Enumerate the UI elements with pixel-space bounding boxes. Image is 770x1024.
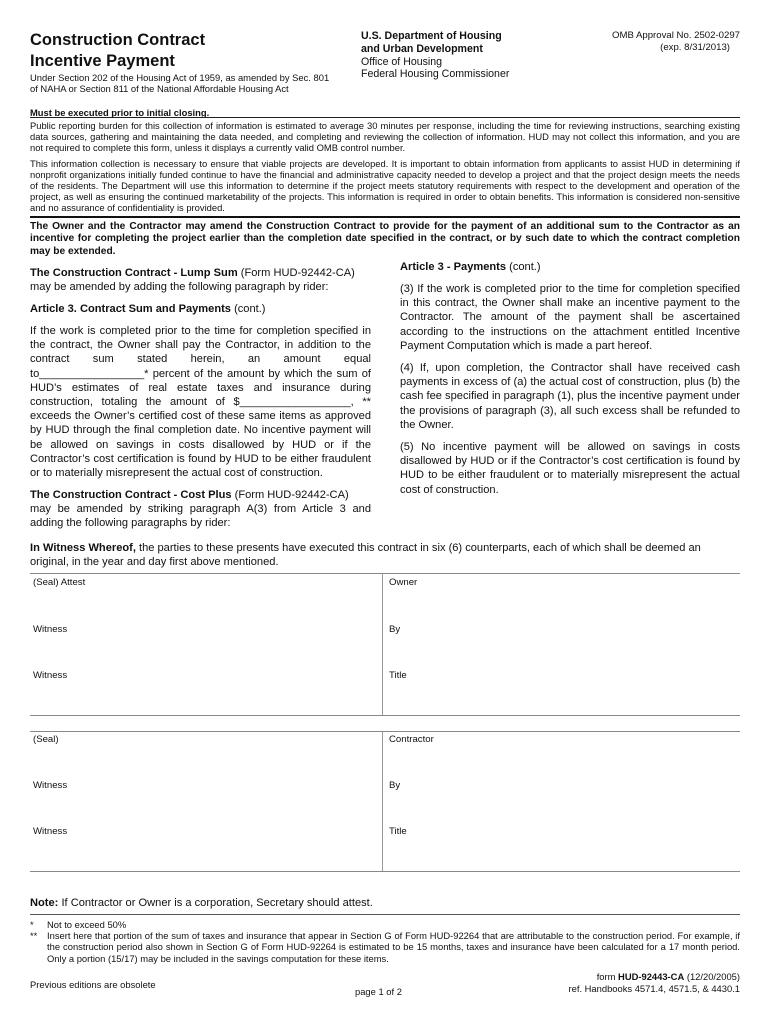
article3-payments-heading: Article 3 - Payments — [400, 261, 507, 273]
footnote-2-text: Insert here that portion of the sum of taxes and insurance that appear in Section G of Form HUD-92264 that are attributable to the construction period. For example, if the construction period also shown in Section G of Form HUD-92264 is estimated to be 15 months, taxes and insurance have been calculated for a 17 month period. Only a portion (15/17) may be included in the savings computation for these items. — [47, 930, 740, 964]
contractor-top-line — [30, 731, 740, 732]
footnote-1-text: Not to exceed 50% — [47, 919, 127, 930]
paragraph-3: (3) If the work is completed prior to the time for completion specified in this contract, the Owner shall make an incentive payment to the Contractor. The amount of the payment shall be ascertained according to the instructions on the attachment entitled Incentive Payment Computation which is made a part hereof. — [400, 283, 740, 352]
signature-divider-owner — [382, 573, 383, 715]
paragraph-5: (5) No incentive payment will be allowed on savings in costs disallowed by HUD or if the Contractor’s cost certification is found by HUD to be either fraudulent or to materially misrepresent the actual cost of construction. — [400, 441, 740, 496]
omb-number: OMB Approval No. 2502-0297 — [612, 30, 740, 41]
owner-by-field[interactable]: By — [389, 624, 401, 635]
agency-line-2: and Urban Development — [361, 42, 483, 55]
agency-line-3: Office of Housing — [361, 55, 443, 68]
contractor-seal-field[interactable]: (Seal) — [33, 734, 59, 745]
form-reference — [470, 971, 740, 994]
article3-payments-cont: (cont.) — [506, 261, 541, 273]
agency-block — [361, 30, 581, 81]
corporation-note — [30, 896, 740, 910]
cost-plus-form: (Form HUD-92442-CA) — [231, 489, 349, 501]
witness-lead: In Witness Whereof, — [30, 542, 136, 554]
signature-top-line — [30, 573, 740, 574]
owner-title-field[interactable]: Title — [389, 670, 407, 681]
signature-mid-line — [30, 715, 740, 716]
must-execute-note: Must be executed prior to initial closing. — [30, 107, 210, 118]
footnote-1-mark: * — [30, 919, 34, 930]
witness-text: the parties to these presents have executed this contract in six (6) counterparts, each of which shall be deemed an original, in the year and day first above mentioned. — [30, 542, 701, 569]
title-line-2: Incentive Payment — [30, 52, 175, 70]
owner-field[interactable]: Owner — [389, 577, 418, 588]
form-date: (12/20/2005) — [684, 971, 740, 982]
form-number: HUD-92443-CA — [618, 971, 685, 982]
footnote-divider — [30, 914, 740, 915]
section-divider — [30, 216, 740, 218]
owner-witness-1-field[interactable]: Witness — [33, 624, 68, 635]
note-label: Note: — [30, 897, 59, 909]
agency-line-1: U.S. Department of Housing — [361, 30, 502, 42]
article3-cont: (cont.) — [230, 303, 266, 315]
seal-attest-field[interactable]: (Seal) Attest — [33, 577, 86, 588]
witness-clause — [30, 541, 740, 569]
lump-sum-heading: The Construction Contract - Lump Sum — [30, 267, 238, 279]
contractor-field[interactable]: Contractor — [389, 734, 434, 745]
cost-plus-section — [30, 488, 371, 531]
contractor-by-field[interactable]: By — [389, 780, 401, 791]
signature-bottom-line — [30, 871, 740, 872]
article3-heading-right — [400, 260, 740, 274]
handbook-reference: ref. Handbooks 4571.4, 4571.5, & 4430.1 — [568, 982, 740, 994]
omb-approval — [580, 30, 740, 54]
previous-editions-note: Previous editions are obsolete — [30, 979, 156, 990]
note-text: If Contractor or Owner is a corporation, Secretary should attest. — [58, 897, 373, 909]
signature-divider-contractor — [382, 731, 383, 871]
footnote-2-mark: ** — [30, 930, 38, 941]
form-title — [30, 30, 330, 72]
paragraph-4: (4) If, upon completion, the Contractor shall have received cash payments in excess of (a) the actual cost of construction, plus (b) the cash fee specified in paragraph (1), plus the incentive payment under the provisions of paragraph (3), all such excess shall be refunded to the Owner. — [400, 362, 740, 431]
omb-expiration: (exp. 8/31/2013) — [660, 42, 730, 53]
authority-text: Under Section 202 of the Housing Act of 1959, as amended by Sec. 801 of NAHA or Section 811 of the National Affordable Housing Act — [30, 72, 330, 94]
cost-plus-text: may be amended by striking paragraph A(3) from Article 3 and adding the following paragraphs by rider: — [30, 503, 371, 530]
article3-text-left: If the work is completed prior to the time for completion specified in the contract, the Owner shall pay the Contractor, in addition to the contract sum stated herein, an amount equal to_________________* percent of the amount by which the sum of HUD’s estimates of real estate taxes and insurance during construction, totaling the amount of $__________________, ** exceeds the Owner’s certified cost of these same items as approved by HUD through the final completion date. No incentive payment will be allowed on savings in costs disallowed by HUD or if the Contractor’s cost certification is found by HUD to be either fraudulent or to materially misrepresent the actual cost of construction. — [30, 325, 371, 480]
burden-statement: Public reporting burden for this collection of information is estimated to average 30 minutes per response, including the time for reviewing instructions, searching existing data sources, gathering and maintaining the data needed, and completing and reviewing the collection of information. HUD may not collect this information, and you are not required to complete this form, unless it displays a currently valid OMB control number. — [30, 120, 740, 153]
header-divider — [30, 117, 740, 118]
contractor-witness-1-field[interactable]: Witness — [33, 780, 68, 791]
agency-line-4: Federal Housing Commissioner — [361, 68, 510, 81]
intro-paragraph: The Owner and the Contractor may amend the Construction Contract to provide for the payment of an additional sum to the Contractor as an incentive for completing the project earlier than the completion date specified in the contract, or by such date to which the contract completion may be extended. — [30, 221, 740, 257]
lump-sum-section — [30, 266, 371, 294]
purpose-statement: This information collection is necessary to ensure that viable projects are developed. It is important to obtain information from applicants to assist HUD in determining if nonprofit organizations initially funded continue to have the financial and administrative capacity needed to develop a project and that the project design meets the needs of the residents. The Department will use this information to determine if the project meets statutory requirements with respect to the development and operation of the project, as well as ensuring the continued marketability of the projects. This information is required in order to obtain benefits. This information is considered non-sensitive and no assurance of confidentiality is provided. — [30, 158, 740, 213]
article3-heading-left — [30, 302, 371, 316]
title-line-1: Construction Contract — [30, 31, 206, 49]
cost-plus-heading: The Construction Contract - Cost Plus — [30, 489, 232, 501]
lump-sum-form: (Form HUD-92442-CA) — [237, 267, 355, 279]
article3-heading-text: Article 3. Contract Sum and Payments — [30, 303, 231, 315]
page-number: page 1 of 2 — [355, 986, 402, 997]
footnote-2 — [30, 930, 740, 964]
contractor-title-field[interactable]: Title — [389, 826, 407, 837]
footnote-1 — [30, 919, 740, 930]
contractor-witness-2-field[interactable]: Witness — [33, 826, 68, 837]
owner-witness-2-field[interactable]: Witness — [33, 670, 68, 681]
lump-sum-text: may be amended by adding the following paragraph by rider: — [30, 281, 329, 294]
form-prefix: form — [596, 971, 619, 982]
